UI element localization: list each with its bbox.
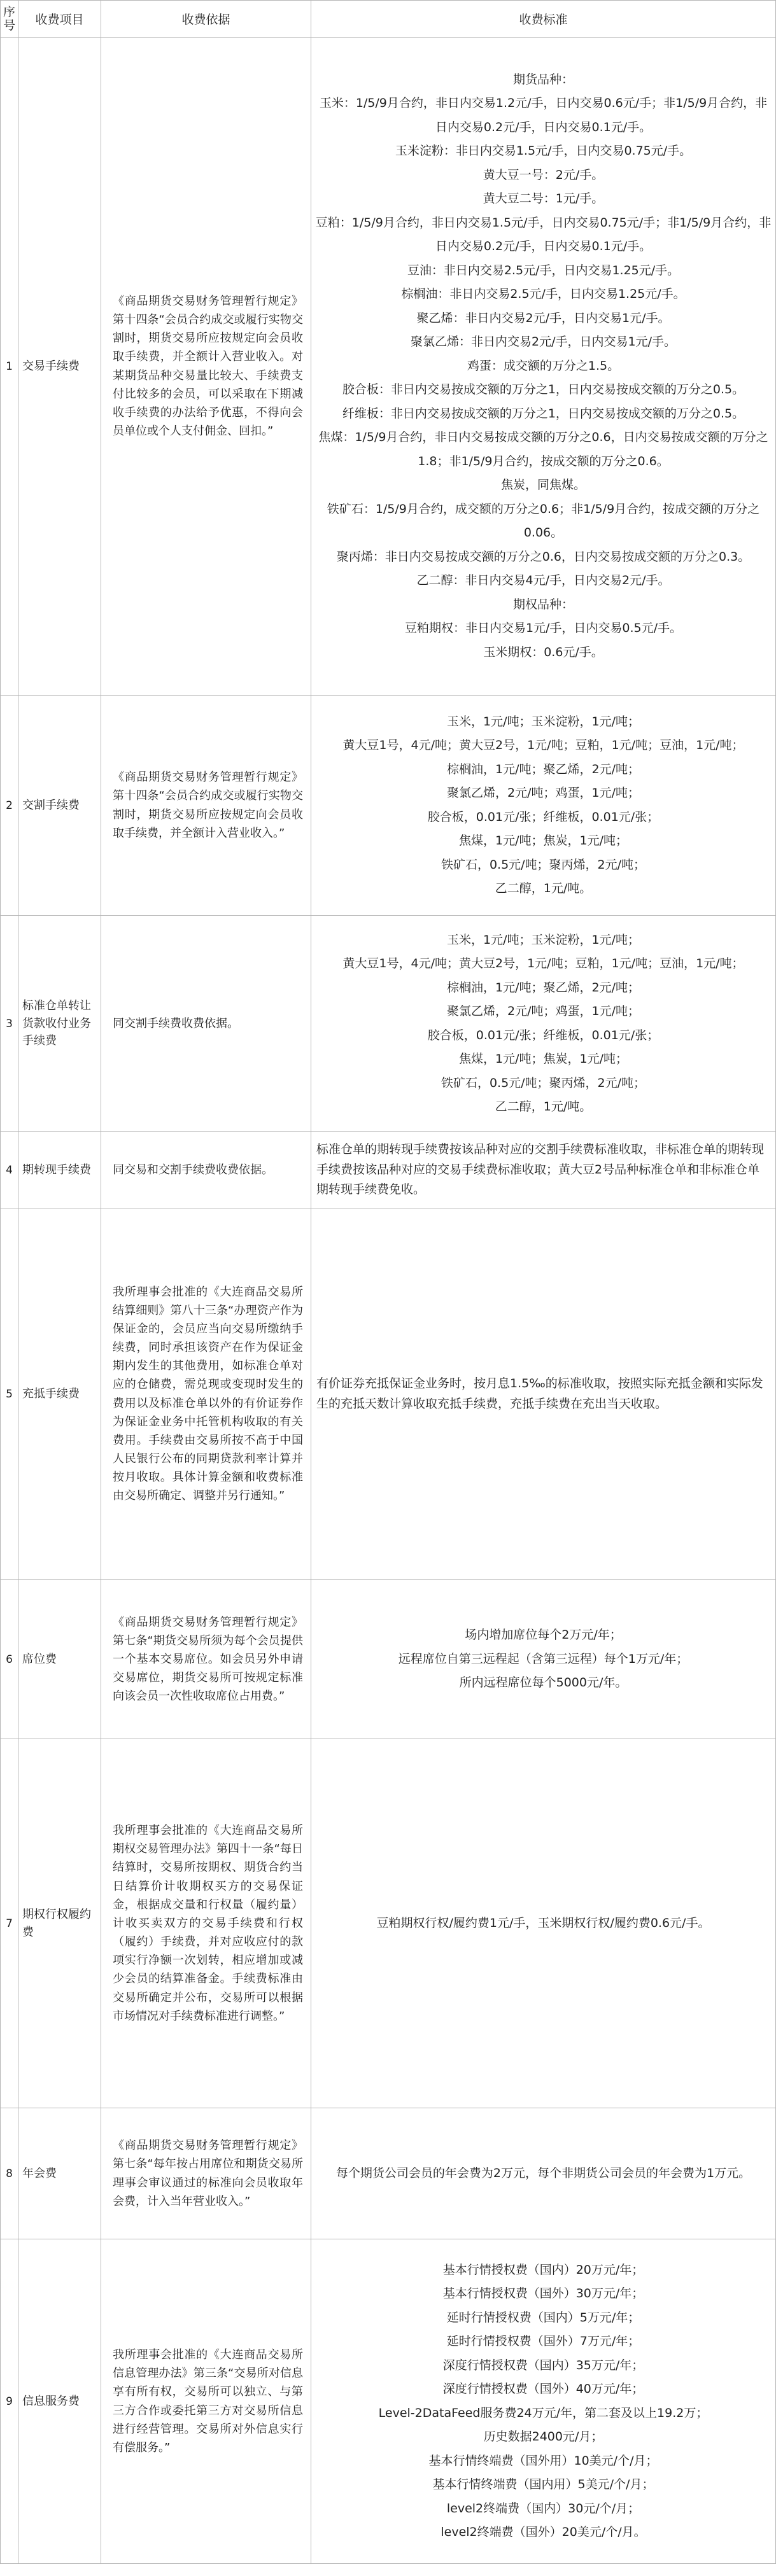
fee-standard <box>311 2239 776 2564</box>
fee-basis: 《商品期货交易财务管理暂行规定》第七条“每年按占用席位和期货交易所理事会审议通过的标准向会员收取年会费，计入当年营业收入。” <box>101 2108 311 2239</box>
fee-standard <box>311 1739 776 2108</box>
row-number: 3 <box>1 916 18 1132</box>
standard-line: 聚丙烯：非日内交易按成交额的万分之0.6，日内交易按成交额的万分之0.3。 <box>336 549 751 564</box>
fee-standard <box>311 1580 776 1739</box>
fee-standard <box>311 916 776 1132</box>
standard-line: 豆油：非日内交易2.5元/手，日内交易1.25元/手。 <box>407 263 680 277</box>
fee-item: 席位费 <box>18 1580 101 1739</box>
standard-line: 历史数据2400元/月； <box>483 2430 603 2444</box>
standard-line: 焦煤，1元/吨；焦炭，1元/吨； <box>459 834 628 848</box>
standard-line: 基本行情授权费（国外）30万元/年； <box>442 2286 644 2300</box>
standard-line: 鸡蛋：成交额的万分之1.5。 <box>467 358 620 373</box>
header-item: 收费项目 <box>18 1 101 38</box>
fee-basis: 《商品期货交易财务管理暂行规定》第七条“期货交易所须为每个会员提供一个基本交易席位。如会员另外申请交易席位，期货交易所可按规定标准向该会员一次性收取席位占用费。” <box>101 1580 311 1739</box>
row-number: 6 <box>1 1580 18 1739</box>
standard-line: 聚氯乙烯，2元/吨；鸡蛋，1元/吨； <box>447 1004 640 1018</box>
row-number: 8 <box>1 2108 18 2239</box>
standard-line: 远程席位自第三远程起（含第三远程）每个1万元/年； <box>398 1651 689 1666</box>
row-number: 1 <box>1 38 18 696</box>
standard-line: 乙二醇，1元/吨。 <box>495 881 592 895</box>
standard-line: 聚氯乙烯：非日内交易2元/手，日内交易1元/手。 <box>411 335 676 349</box>
fee-basis: 我所理事会批准的《大连商品交易所信息管理办法》第三条“交易所对信息享有所有权，交易所可以独立、与第三方合作或委托第三方对交易所信息进行经营管理。交易所对外信息实行有偿服务。” <box>101 2239 311 2564</box>
standard-line: 豆粕期权行权/履约费1元/手，玉米期权行权/履约费0.6元/手。 <box>376 1915 710 1930</box>
standard-line: 玉米，1元/吨；玉米淀粉，1元/吨； <box>447 714 640 729</box>
table-row <box>1 1580 776 1739</box>
standard-line: 基本行情授权费（国内）20万元/年； <box>442 2262 644 2277</box>
table-row <box>1 696 776 916</box>
standard-line: 棕榈油，1元/吨；聚乙烯，2元/吨； <box>447 980 640 995</box>
standard-line: 场内增加席位每个2万元/年； <box>465 1628 622 1642</box>
header-no: 序号 <box>1 1 18 38</box>
table-row <box>1 1739 776 2108</box>
standard-line: 焦煤：1/5/9月合约，非日内交易按成交额的万分之0.6，日内交易按成交额的万分之1.8；非1/5/9月合约，按成交额的万分之0.6。 <box>318 430 768 468</box>
row-number: 9 <box>1 2239 18 2564</box>
standard-line: 铁矿石，0.5元/吨；聚丙烯，2元/吨； <box>441 857 646 872</box>
fee-standard <box>311 2108 776 2239</box>
fee-basis: 《商品期货交易财务管理暂行规定》第十四条“会员合约成交或履行实物交割时，期货交易所应按规定向会员收取手续费，并全额计入营业收入。对某期货品种交易量比较大、手续费支付比较多的会员，可以采取在下期减收手续费的办法给予优惠，不得向会员单位或个人支付佣金、回扣。” <box>101 38 311 696</box>
standard-line: 期货品种： <box>512 72 574 87</box>
standard-line: 延时行情授权费（国外）7万元/年； <box>446 2334 640 2348</box>
standard-line: 所内远程席位每个5000元/年。 <box>459 1676 628 1690</box>
fee-item: 期转现手续费 <box>18 1132 101 1208</box>
fee-basis: 同交易和交割手续费收费依据。 <box>101 1132 311 1208</box>
header-standard: 收费标准 <box>311 1 776 38</box>
standard-line: 期权品种： <box>512 597 574 612</box>
standard-line: 黄大豆1号，4元/吨；黄大豆2号，1元/吨；豆粕，1元/吨；豆油，1元/吨； <box>342 956 744 970</box>
standard-line: 黄大豆1号，4元/吨；黄大豆2号，1元/吨；豆粕，1元/吨；豆油，1元/吨； <box>342 738 744 752</box>
standard-line: 每个期货公司会员的年会费为2万元，每个非期货公司会员的年会费为1万元。 <box>335 2166 751 2180</box>
standard-line: 胶合板，0.01元/张；纤维板，0.01元/张； <box>427 1028 660 1042</box>
fee-item: 期权行权履约费 <box>18 1739 101 2108</box>
table-row <box>1 916 776 1132</box>
standard-line: 胶合板，0.01元/张；纤维板，0.01元/张； <box>427 809 660 824</box>
fee-standard: 标准仓单的期转现手续费按该品种对应的交割手续费标准收取，非标准仓单的期转现手续费按该品种对应的交易手续费标准收取；黄大豆2号品种标准仓单和非标准仓单期转现手续费免收。 <box>311 1132 776 1208</box>
standard-line: 玉米期权：0.6元/手。 <box>483 645 603 659</box>
standard-line: level2终端费（国内）30元/个/月； <box>446 2501 640 2516</box>
table-row <box>1 2108 776 2239</box>
table-row <box>1 38 776 696</box>
standard-line: 聚乙烯：非日内交易2元/手，日内交易1元/手。 <box>416 311 670 325</box>
standard-line: 玉米淀粉：非日内交易1.5元/手，日内交易0.75元/手。 <box>395 144 692 158</box>
standard-line: 黄大豆二号：1元/手。 <box>483 192 604 206</box>
fee-standard: 有价证券充抵保证金业务时，按月息1.5‰的标准收取，按照实际充抵金额和实际发生的充抵天数计算收取充抵手续费，充抵手续费在充出当天收取。 <box>311 1208 776 1580</box>
fee-item: 信息服务费 <box>18 2239 101 2564</box>
standard-line: 延时行情授权费（国内）5万元/年； <box>446 2310 640 2325</box>
fee-item: 标准仓单转让货款收付业务手续费 <box>18 916 101 1132</box>
standard-line: 胶合板：非日内交易按成交额的万分之1，日内交易按成交额的万分之0.5。 <box>342 382 745 397</box>
standard-line: 焦炭，同焦煤。 <box>500 478 586 493</box>
fee-item: 交割手续费 <box>18 696 101 916</box>
table-row <box>1 1208 776 1580</box>
standard-line: 玉米，1元/吨；玉米淀粉，1元/吨； <box>447 932 640 947</box>
standard-line: 深度行情授权费（国外）40万元/年； <box>442 2382 644 2396</box>
standard-line: 棕榈油，1元/吨；聚乙烯，2元/吨； <box>447 762 640 776</box>
table-row <box>1 1132 776 1208</box>
row-number: 2 <box>1 696 18 916</box>
standard-line: 黄大豆一号：2元/手。 <box>483 167 604 182</box>
standard-line: 基本行情终端费（国内用）5美元/个/月； <box>432 2477 654 2491</box>
standard-line: 棕榈油：非日内交易2.5元/手，日内交易1.25元/手。 <box>401 287 686 302</box>
standard-line: 豆粕期权：非日内交易1元/手，日内交易0.5元/手。 <box>404 621 682 636</box>
fee-item: 交易手续费 <box>18 38 101 696</box>
standard-line: 玉米：1/5/9月合约，非日内交易1.2元/手，日内交易0.6元/手；非1/5/9月合约，非日内交易0.2元/手，日内交易0.1元/手。 <box>319 96 768 134</box>
standard-line: 纤维板：非日内交易按成交额的万分之1，日内交易按成交额的万分之0.5。 <box>342 406 745 421</box>
header-basis: 收费依据 <box>101 1 311 38</box>
standard-line: 豆粕：1/5/9月合约，非日内交易1.5元/手，日内交易0.75元/手；非1/5/9月合约，非日内交易0.2元/手，日内交易0.1元/手。 <box>315 215 772 254</box>
standard-line: 乙二醇：非日内交易4元/手，日内交易2元/手。 <box>416 573 670 588</box>
fee-basis: 我所理事会批准的《大连商品交易所期权交易管理办法》第四十一条“每日结算时，交易所按期权、期货合约当日结算价计收期权买方的交易保证金，根据成交量和行权量（履约量）计收买卖双方的交易手续费和行权（履约）手续费，并对应收应付的款项实行净额一次划转，相应增加或减少会员的结算准备金。手续费标准由交易所确定并公布，交易所可以根据市场情况对手续费标准进行调整。” <box>101 1739 311 2108</box>
fee-basis: 同交割手续费收费依据。 <box>101 916 311 1132</box>
standard-line: 聚氯乙烯，2元/吨；鸡蛋，1元/吨； <box>447 786 640 800</box>
row-number: 5 <box>1 1208 18 1580</box>
standard-line: 铁矿石，0.5元/吨；聚丙烯，2元/吨； <box>441 1075 646 1090</box>
standard-line: 铁矿石：1/5/9月合约，成交额的万分之0.6；非1/5/9月合约，按成交额的万分之0.06。 <box>327 501 760 540</box>
header-row <box>1 1 776 38</box>
standard-line: 深度行情授权费（国内）35万元/年； <box>442 2358 644 2372</box>
standard-line: Level-2DataFeed服务费24万元/年，第二套及以上19.2万； <box>378 2405 709 2420</box>
table-row <box>1 2239 776 2564</box>
standard-line: 乙二醇，1元/吨。 <box>495 1100 592 1114</box>
fee-item: 充抵手续费 <box>18 1208 101 1580</box>
row-number: 7 <box>1 1739 18 2108</box>
row-number: 4 <box>1 1132 18 1208</box>
fee-basis: 我所理事会批准的《大连商品交易所结算细则》第八十三条“办理资产作为保证金的，会员应当向交易所缴纳手续费，同时承担该资产在作为保证金期内发生的其他费用，如标准仓单对应的仓储费，需兑现或变现时发生的费用以及标准仓单以外的有价证券作为保证金业务中托管机构收取的有关费用。手续费由交易所按不高于中国人民银行公布的同期贷款利率计算并按月收取。具体计算金额和收费标准由交易所确定、调整并另行通知。” <box>101 1208 311 1580</box>
standard-line: 焦煤，1元/吨；焦炭，1元/吨； <box>459 1052 628 1066</box>
fee-item: 年会费 <box>18 2108 101 2239</box>
standard-line: level2终端费（国外）20美元/个/月。 <box>441 2525 646 2539</box>
fee-basis: 《商品期货交易财务管理暂行规定》第十四条“会员合约成交或履行实物交割时，期货交易所应按规定向会员收取手续费，并全额计入营业收入。” <box>101 696 311 916</box>
fee-standard <box>311 38 776 696</box>
fee-standard <box>311 696 776 916</box>
standard-line: 基本行情终端费（国外用）10美元/个/月； <box>428 2453 658 2468</box>
